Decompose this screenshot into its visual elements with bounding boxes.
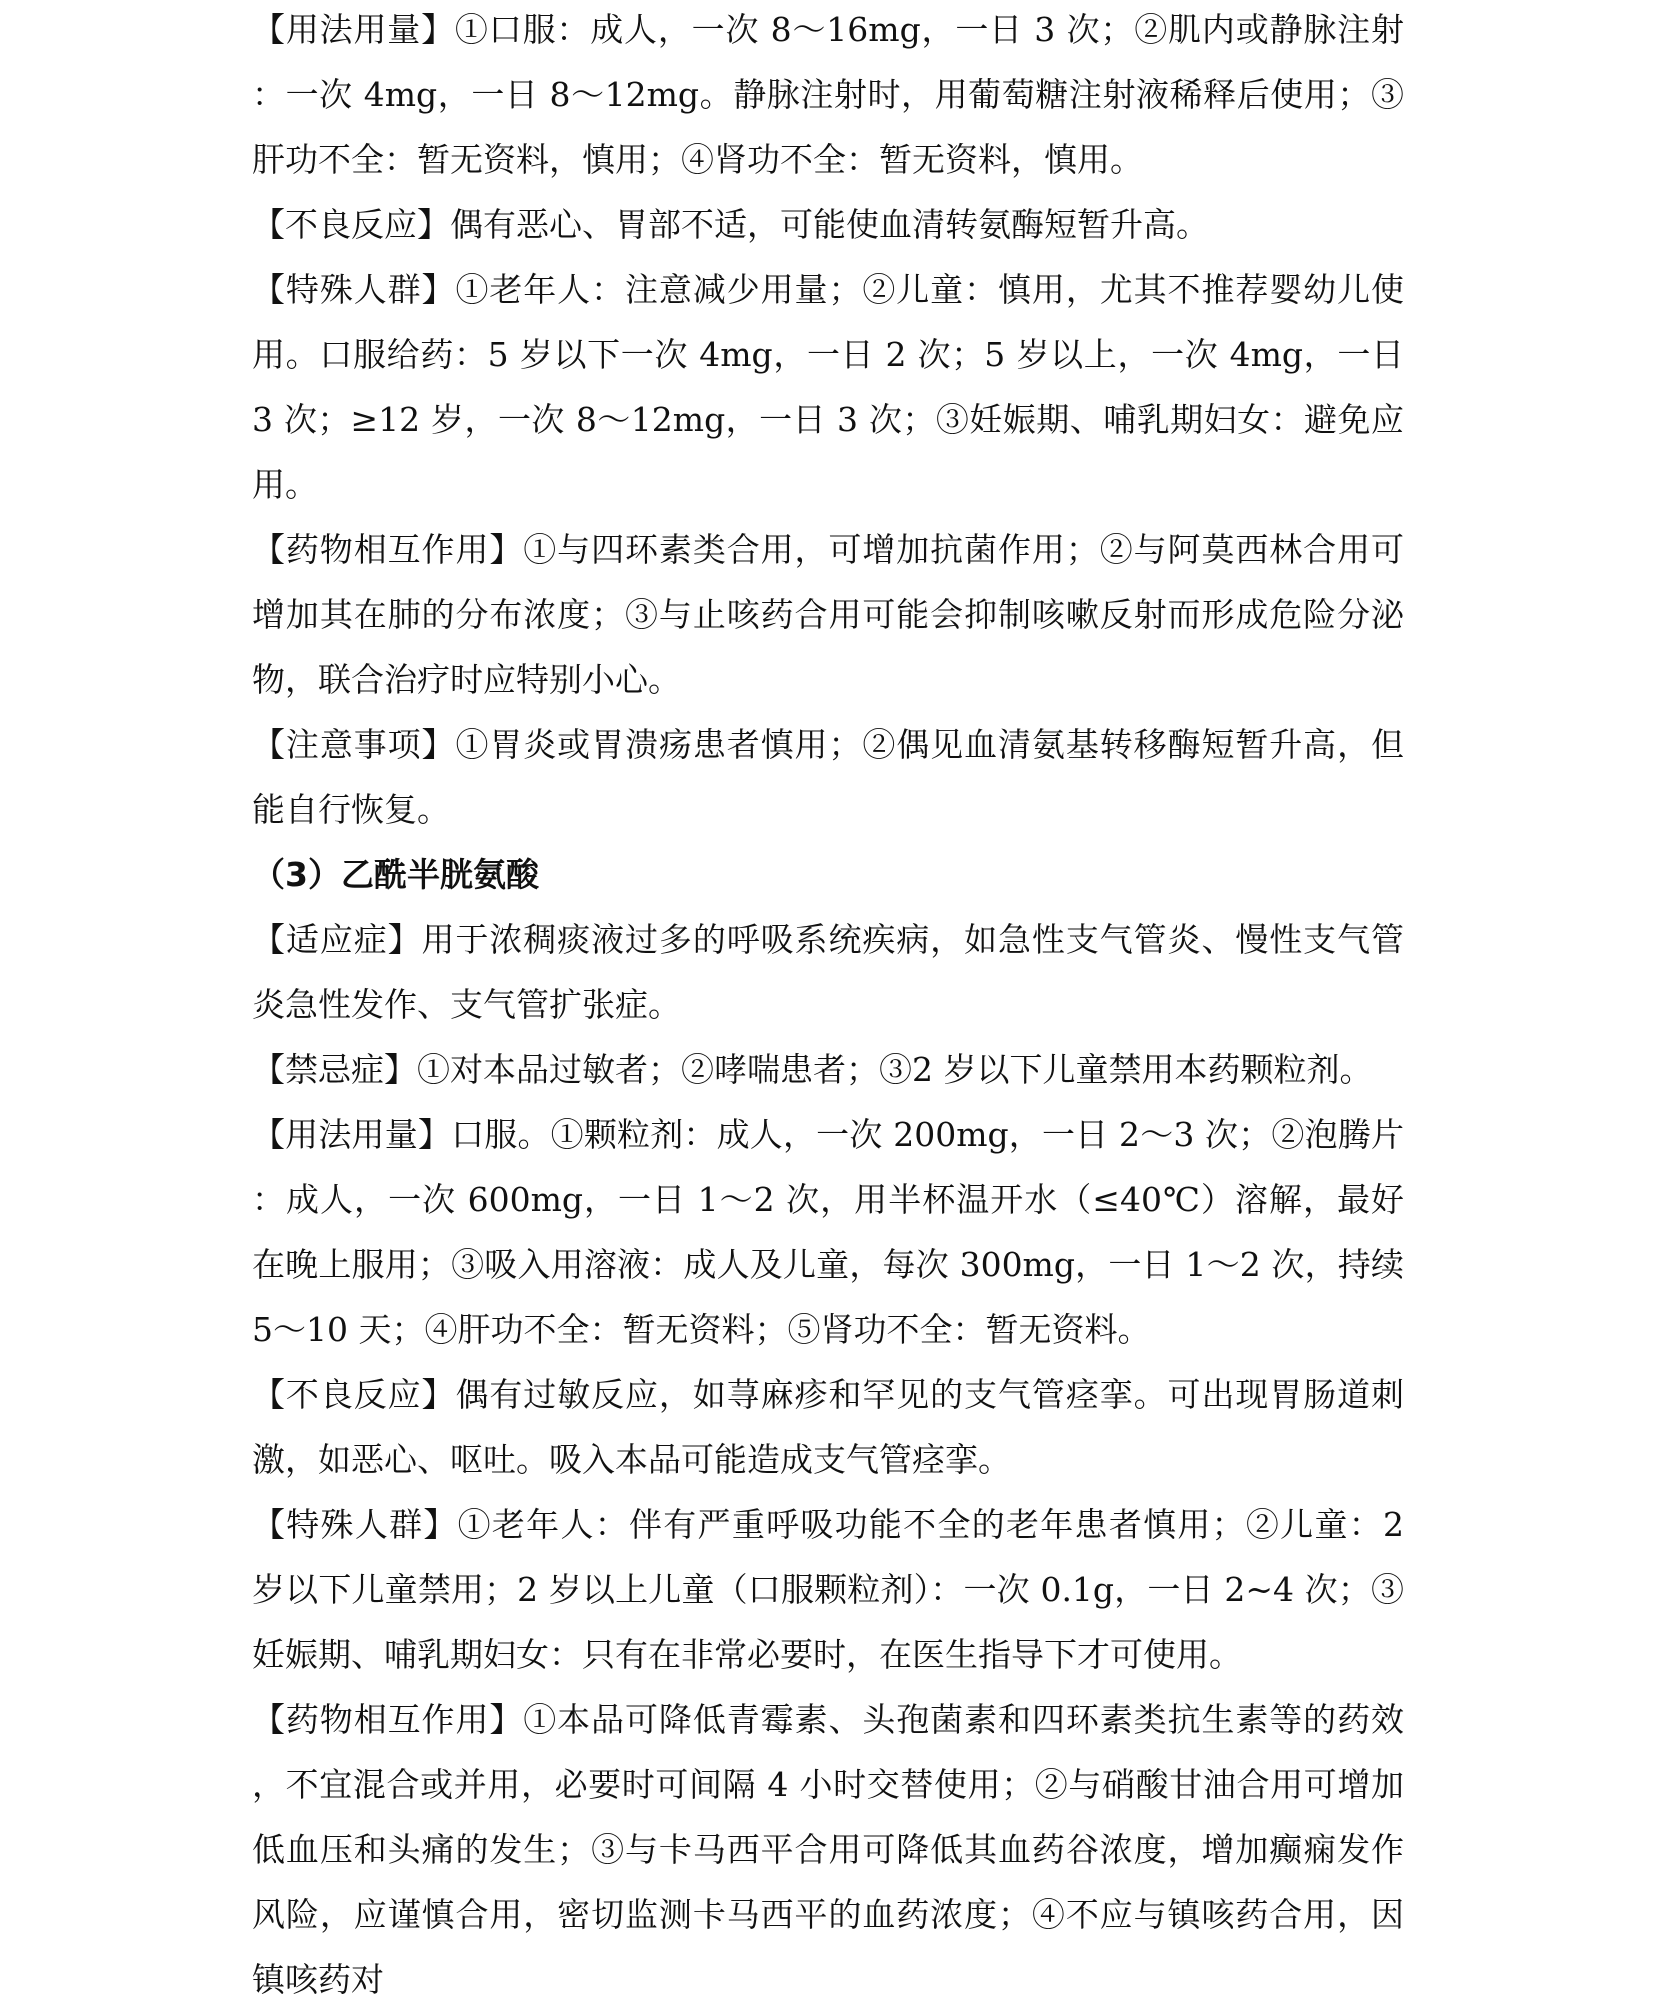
paragraph-contraindications: 【禁忌症】①对本品过敏者；②哮喘患者；③2 岁以下儿童禁用本药颗粒剂。 xyxy=(252,1050,1373,1089)
paragraph-drug-interactions: 【药物相互作用】①与四环素类合用，可增加抗菌作用；②与阿莫西林合用可增加其在肺的分布浓度；③与止咳药合用可能会抑制咳嗽反射而形成危险分泌物，联合治疗时应特别小心。 xyxy=(252,530,1404,699)
document-page xyxy=(252,0,1404,2012)
paragraph-dosage: 【用法用量】口服。①颗粒剂：成人，一次 200mg，一日 2～3 次；②泡腾片：成人，一次 600mg，一日 1～2 次，用半杯温开水（≤40℃）溶解，最好在晚上服用；③吸入用溶液：成人及儿童，每次 300mg，一日 1～2 次，持续 5～10 天；④肝功不全：暂无资料；⑤肾功不全：暂无资料。 xyxy=(252,1115,1404,1349)
paragraph-special-populations: 【特殊人群】①老年人：伴有严重呼吸功能不全的老年患者慎用；②儿童：2 岁以下儿童禁用；2 岁以上儿童（口服颗粒剂）：一次 0.1g，一日 2~4 次；③妊娠期、哺乳期妇女：只有在非常必要时，在医生指导下才可使用。 xyxy=(252,1505,1404,1674)
paragraph-adverse-reactions: 【不良反应】偶有恶心、胃部不适，可能使血清转氨酶短暂升高。 xyxy=(252,205,1209,244)
paragraph-special-populations: 【特殊人群】①老年人：注意减少用量；②儿童：慎用，尤其不推荐婴幼儿使用。口服给药：5 岁以下一次 4mg，一日 2 次；5 岁以上，一次 4mg，一日 3 次；≥12 岁，一次 8～12mg，一日 3 次；③妊娠期、哺乳期妇女：避免应用。 xyxy=(252,270,1404,504)
paragraph-drug-interactions: 【药物相互作用】①本品可降低青霉素、头孢菌素和四环素类抗生素等的药效，不宜混合或并用，必要时可间隔 4 小时交替使用；②与硝酸甘油合用可增加低血压和头痛的发生；③与卡马西平合用可降低其血药谷浓度，增加癫痫发作风险，应谨慎合用，密切监测卡马西平的血药浓度；④不应与镇咳药合用，因镇咳药对 xyxy=(252,1700,1404,1999)
paragraph-adverse-reactions: 【不良反应】偶有过敏反应，如荨麻疹和罕见的支气管痉挛。可出现胃肠道刺激，如恶心、呕吐。吸入本品可能造成支气管痉挛。 xyxy=(252,1375,1404,1479)
section-heading: （3）乙酰半胱氨酸 xyxy=(252,855,539,894)
paragraph-indications: 【适应症】用于浓稠痰液过多的呼吸系统疾病，如急性支气管炎、慢性支气管炎急性发作、支气管扩张症。 xyxy=(252,920,1404,1024)
paragraph-precautions: 【注意事项】①胃炎或胃溃疡患者慎用；②偶见血清氨基转移酶短暂升高，但能自行恢复。 xyxy=(252,725,1404,829)
paragraph-dosage: 【用法用量】①口服：成人，一次 8～16mg，一日 3 次；②肌内或静脉注射：一次 4mg，一日 8～12mg。静脉注射时，用葡萄糖注射液稀释后使用；③肝功不全：暂无资料，慎用；④肾功不全：暂无资料，慎用。 xyxy=(252,10,1404,179)
